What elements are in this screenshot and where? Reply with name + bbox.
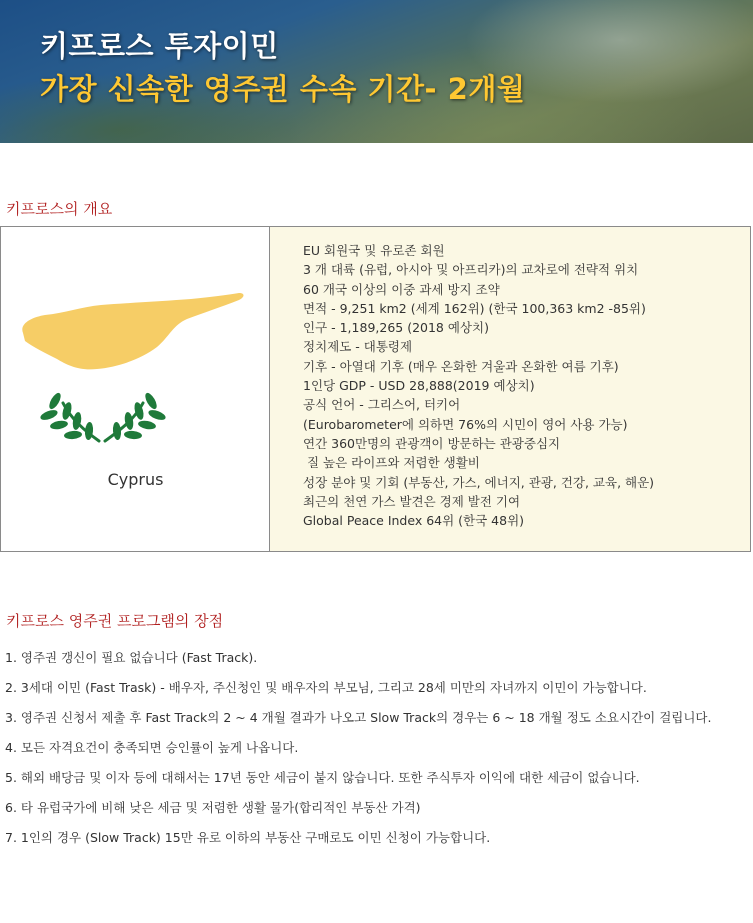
banner-subtitle: 가장 신속한 영주권 수속 기간- 2개월 (40, 72, 526, 106)
advantage-item: 2. 3세대 이민 (Fast Trask) - 배우자, 주신청인 및 배우자의 부모님, 그리고 28세 미만의 자녀까지 이민이 가능합니다. (5, 680, 647, 695)
overview-item: 최근의 천연 가스 발견은 경제 발전 기여 (303, 493, 521, 509)
overview-item: EU 회원국 및 유로존 회원 (303, 243, 445, 258)
cyprus-island-shape (22, 293, 243, 369)
advantage-item: 6. 타 유럽국가에 비해 낮은 세금 및 저렴한 생활 물가(합리적인 부동산 가격) (5, 800, 421, 815)
overview-item: 인구 - 1,189,265 (2018 예상치) (303, 320, 489, 336)
overview-item: (Eurobarometer에 의하면 76%의 시민이 영어 사용 가능) (303, 416, 628, 432)
olive-leaves (39, 391, 167, 440)
overview-item: 3 개 대륙 (유럽, 아시아 및 아프리카)의 교차로에 전략적 위치 (303, 262, 639, 278)
advantage-item: 1. 영주권 갱신이 필요 없습니다 (Fast Track). (5, 650, 258, 665)
advantages-list (5, 648, 711, 858)
overview-item: 연간 360만명의 관광객이 방문하는 관광중심지 (303, 435, 561, 451)
advantage-item: 7. 1인의 경우 (Slow Track) 15만 유로 이하의 부동산 구매로도 이민 신청이 가능합니다. (5, 830, 491, 845)
overview-item: 공식 언어 - 그리스어, 터키어 (303, 397, 461, 413)
advantages-heading: 키프로스 영주권 프로그램의 장점 (6, 612, 224, 630)
overview-item: 정치제도 - 대통령제 (303, 339, 413, 355)
overview-item: Global Peace Index 64위 (한국 48위) (303, 513, 525, 529)
overview-item: 질 높은 라이프와 저렴한 생활비 (303, 455, 480, 471)
advantage-item: 5. 해외 배당금 및 이자 등에 대해서는 17년 동안 세금이 붙지 않습니다. 또한 주식투자 이익에 대한 세금이 없습니다. (5, 770, 640, 785)
advantage-item: 4. 모든 자격요건이 충족되면 승인률이 높게 나옵니다. (5, 740, 299, 755)
advantage-item: 3. 영주권 신청서 제출 후 Fast Track의 2 ~ 4 개월 결과가 나오고 Slow Track의 경우는 6 ~ 18 개월 정도 소요시간이 걸립니다. (5, 710, 712, 725)
overview-info (270, 227, 750, 551)
overview-item: 성장 분야 및 기회 (부동산, 가스, 에너지, 관광, 건강, 교육, 해운) (303, 474, 655, 490)
overview-heading: 키프로스의 개요 (6, 200, 113, 218)
banner-title: 키프로스 투자이민 (40, 29, 279, 63)
flag-cell (1, 227, 270, 551)
cyprus-flag (15, 293, 255, 443)
overview-item: 기후 - 아열대 기후 (매우 온화한 겨울과 온화한 여름 기후) (303, 358, 619, 374)
header-banner (0, 0, 753, 143)
overview-table (0, 226, 751, 552)
overview-item: 1인당 GDP - USD 28,888(2019 예상치) (303, 378, 535, 394)
overview-item: 면적 - 9,251 km2 (세계 162위) (한국 100,363 km2 -85위) (303, 300, 646, 316)
flag-caption: Cyprus (107, 470, 164, 489)
overview-item: 60 개국 이상의 이중 과세 방지 조약 (303, 281, 500, 297)
